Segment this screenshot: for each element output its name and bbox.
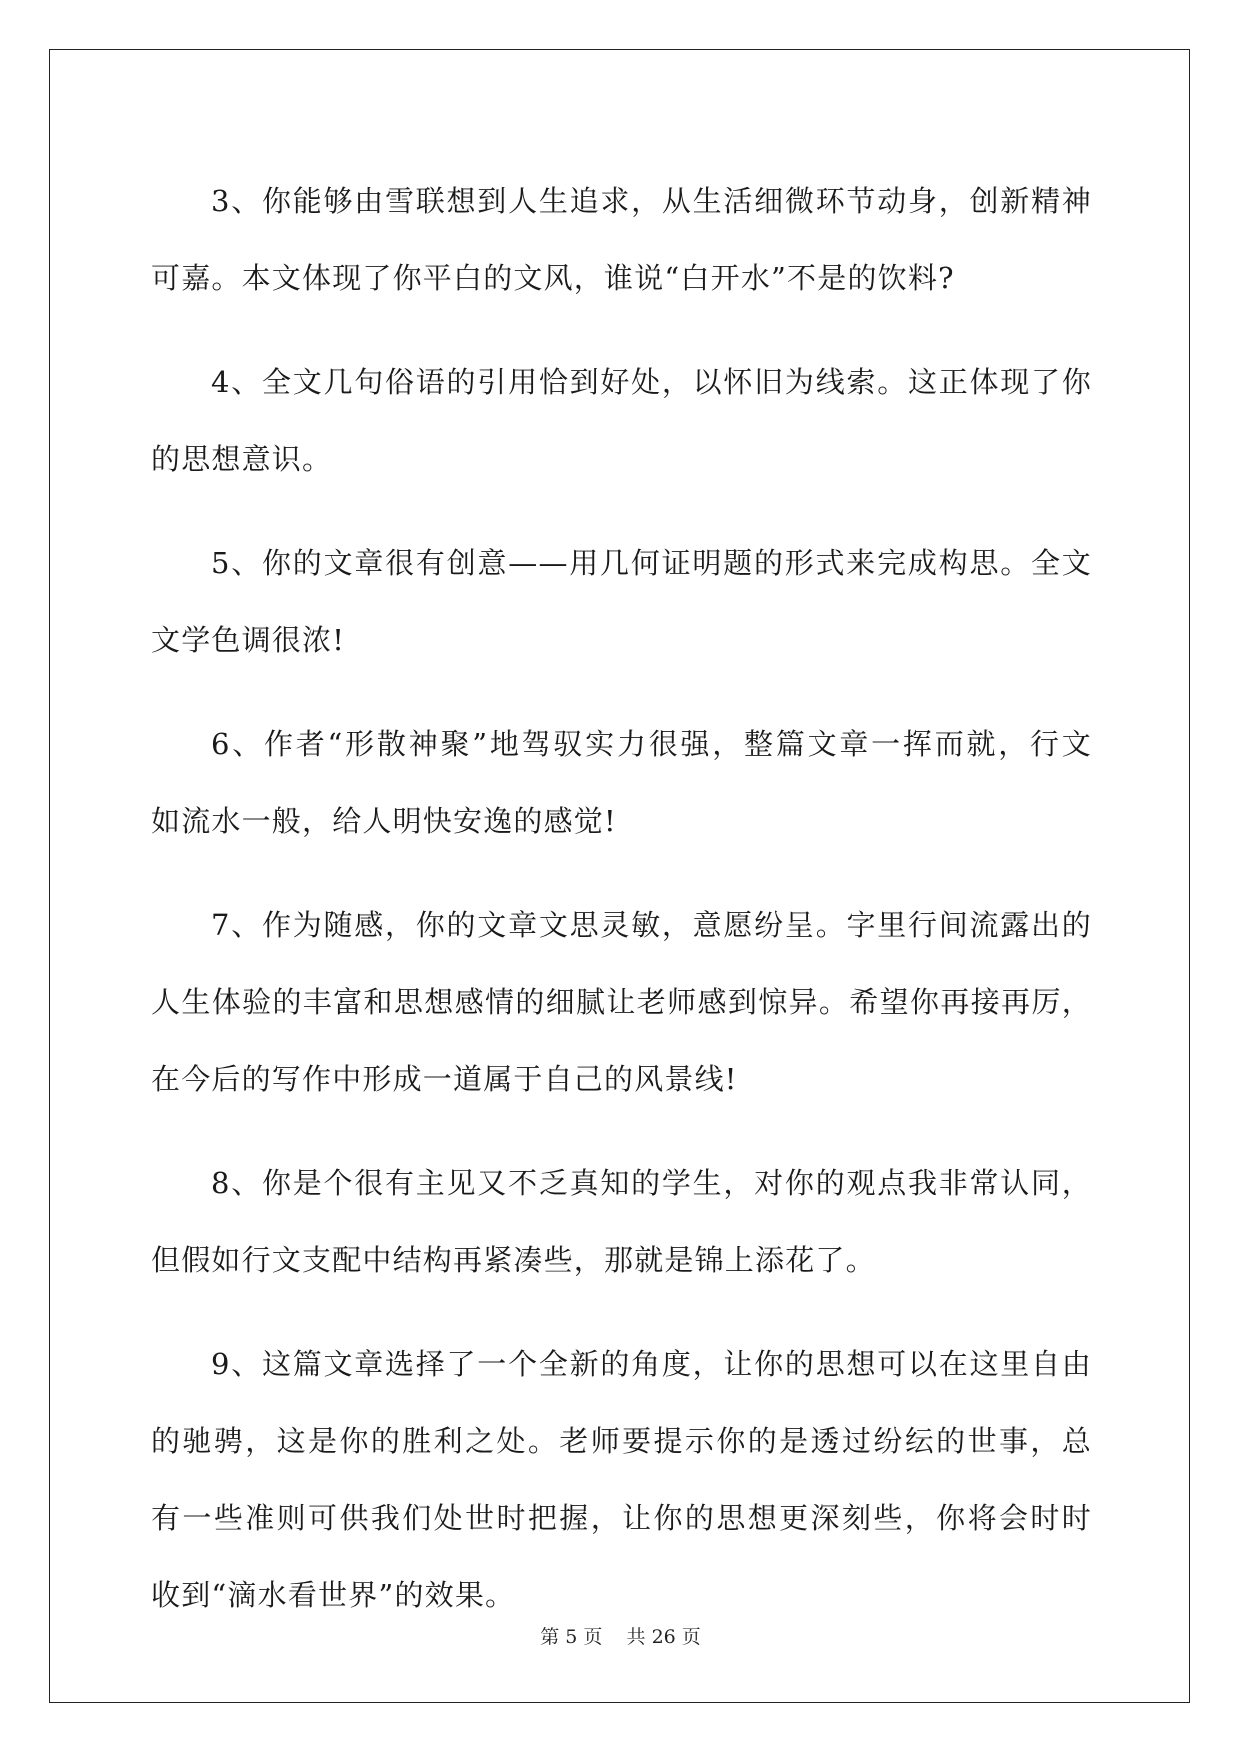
page-number: 第 5 页 xyxy=(540,1626,603,1648)
paragraph xyxy=(151,1145,1092,1299)
page-total: 共 26 页 xyxy=(626,1626,701,1648)
paragraph-line: 收到“滴水看世界”的效果。 xyxy=(151,1578,516,1612)
page-footer xyxy=(0,1622,1241,1649)
paragraph xyxy=(151,1326,1092,1634)
paragraph-line: 可嘉。本文体现了你平白的文风，谁说“白开水”不是的饮料? xyxy=(151,261,955,295)
document-body xyxy=(151,163,1092,1661)
paragraph-line: 在今后的写作中形成一道属于自己的风景线! xyxy=(151,1062,738,1096)
paragraph-line: 人生体验的丰富和思想感情的细腻让老师感到惊异。希望你再接再厉， xyxy=(151,985,1092,1019)
paragraph xyxy=(151,887,1092,1118)
paragraph-line: 9、这篇文章选择了一个全新的角度，让你的思想可以在这里自由 xyxy=(211,1347,1092,1381)
paragraph xyxy=(151,706,1092,860)
paragraph-line: 4、全文几句俗语的引用恰到好处，以怀旧为线索。这正体现了你 xyxy=(211,365,1092,399)
paragraph-line: 5、你的文章很有创意——用几何证明题的形式来完成构思。全文 xyxy=(211,546,1092,580)
paragraph-line: 7、作为随感，你的文章文思灵敏，意愿纷呈。字里行间流露出的 xyxy=(211,908,1092,942)
paragraph-line: 文学色调很浓! xyxy=(151,623,346,657)
paragraph xyxy=(151,525,1092,679)
paragraph xyxy=(151,163,1092,317)
paragraph-line: 的思想意识。 xyxy=(151,442,333,476)
paragraph-line: 如流水一般，给人明快安逸的感觉! xyxy=(151,804,617,838)
paragraph-line: 有一些准则可供我们处世时把握，让你的思想更深刻些，你将会时时 xyxy=(151,1501,1092,1535)
paragraph-line: 的驰骋，这是你的胜利之处。老师要提示你的是透过纷纭的世事，总 xyxy=(151,1424,1092,1458)
paragraph-line: 3、你能够由雪联想到人生追求，从生活细微环节动身，创新精神 xyxy=(211,184,1092,218)
paragraph-line: 8、你是个很有主见又不乏真知的学生，对你的观点我非常认同， xyxy=(211,1166,1092,1200)
paragraph-line: 但假如行文支配中结构再紧凑些，那就是锦上添花了。 xyxy=(151,1243,876,1277)
paragraph-line: 6、作者“形散神聚”地驾驭实力很强，整篇文章一挥而就，行文 xyxy=(211,727,1092,761)
paragraph xyxy=(151,344,1092,498)
